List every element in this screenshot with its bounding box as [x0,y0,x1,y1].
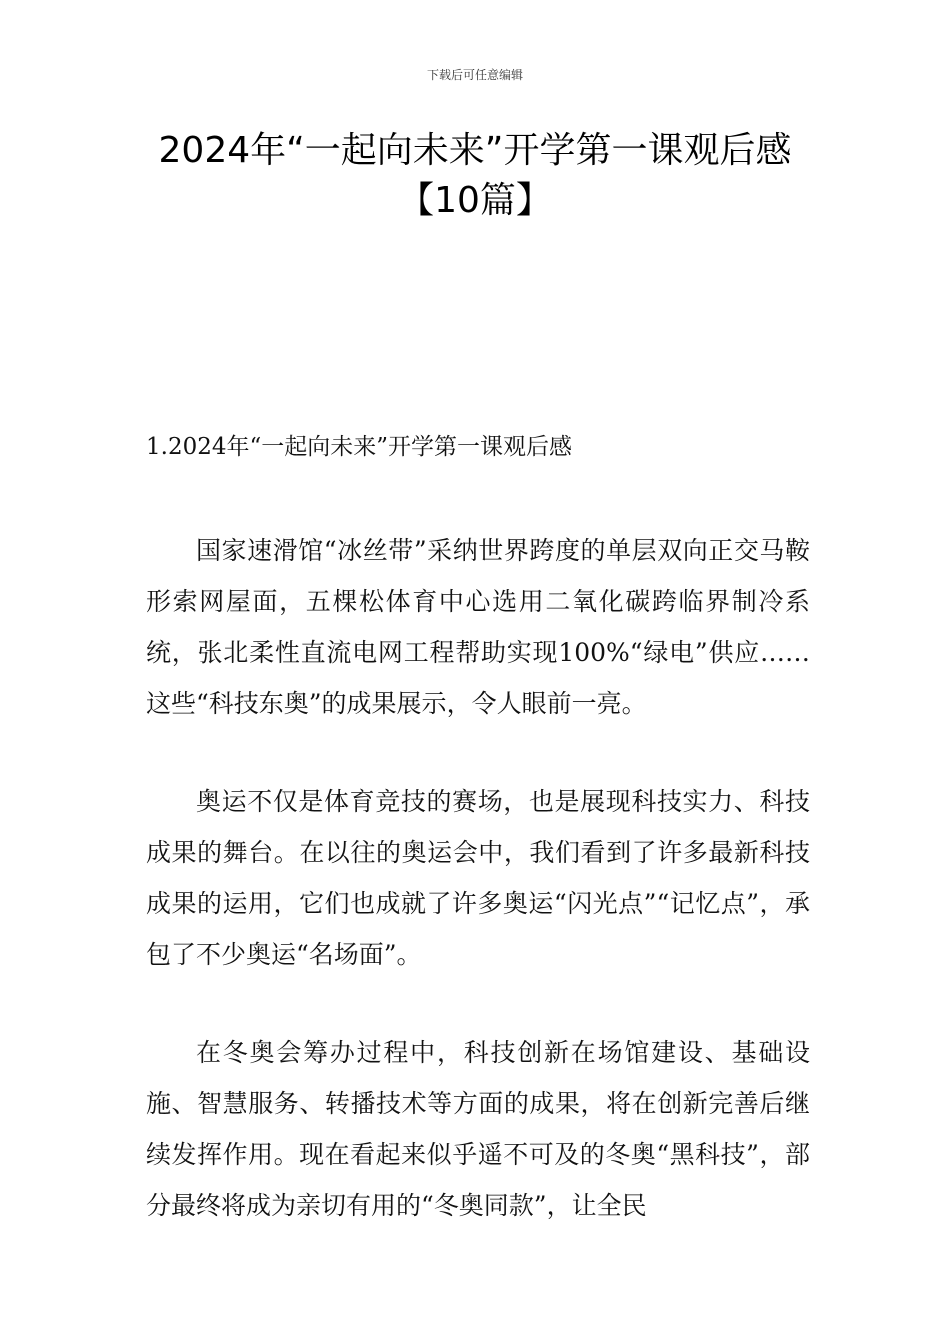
paragraph-2: 奥运不仅是体育竞技的赛场，也是展现科技实力、科技成果的舞台。在以往的奥运会中，我们看到了许多最新科技成果的运用，它们也成就了许多奥运“闪光点”“记忆点”，承包了不少奥运“名场面”。 [146,787,810,969]
paragraph-3: 在冬奥会筹办过程中，科技创新在场馆建设、基础设施、智慧服务、转播技术等方面的成果，将在创新完善后继续发挥作用。现在看起来似乎遥不可及的冬奥“黑科技”，部分最终将成为亲切有用的“冬奥同款”，让全民 [146,1038,810,1220]
paragraph-1: 国家速滑馆“冰丝带”采纳世界跨度的单层双向正交马鞍形索网屋面，五棵松体育中心选用二氧化碳跨临界制冷系统，张北柔性直流电网工程帮助实现100%“绿电”供应……这些“科技东奥”的成果展示，令人眼前一亮。 [146,536,810,718]
section-heading: 1.2024年“一起向未来”开学第一课观后感 [146,434,572,460]
document-title [120,126,830,226]
title-line-2: 【10篇】 [398,180,552,221]
title-line-1: 2024年“一起向未来”开学第一课观后感 [158,130,792,171]
header-note: 下载后可任意编辑 [426,68,523,82]
